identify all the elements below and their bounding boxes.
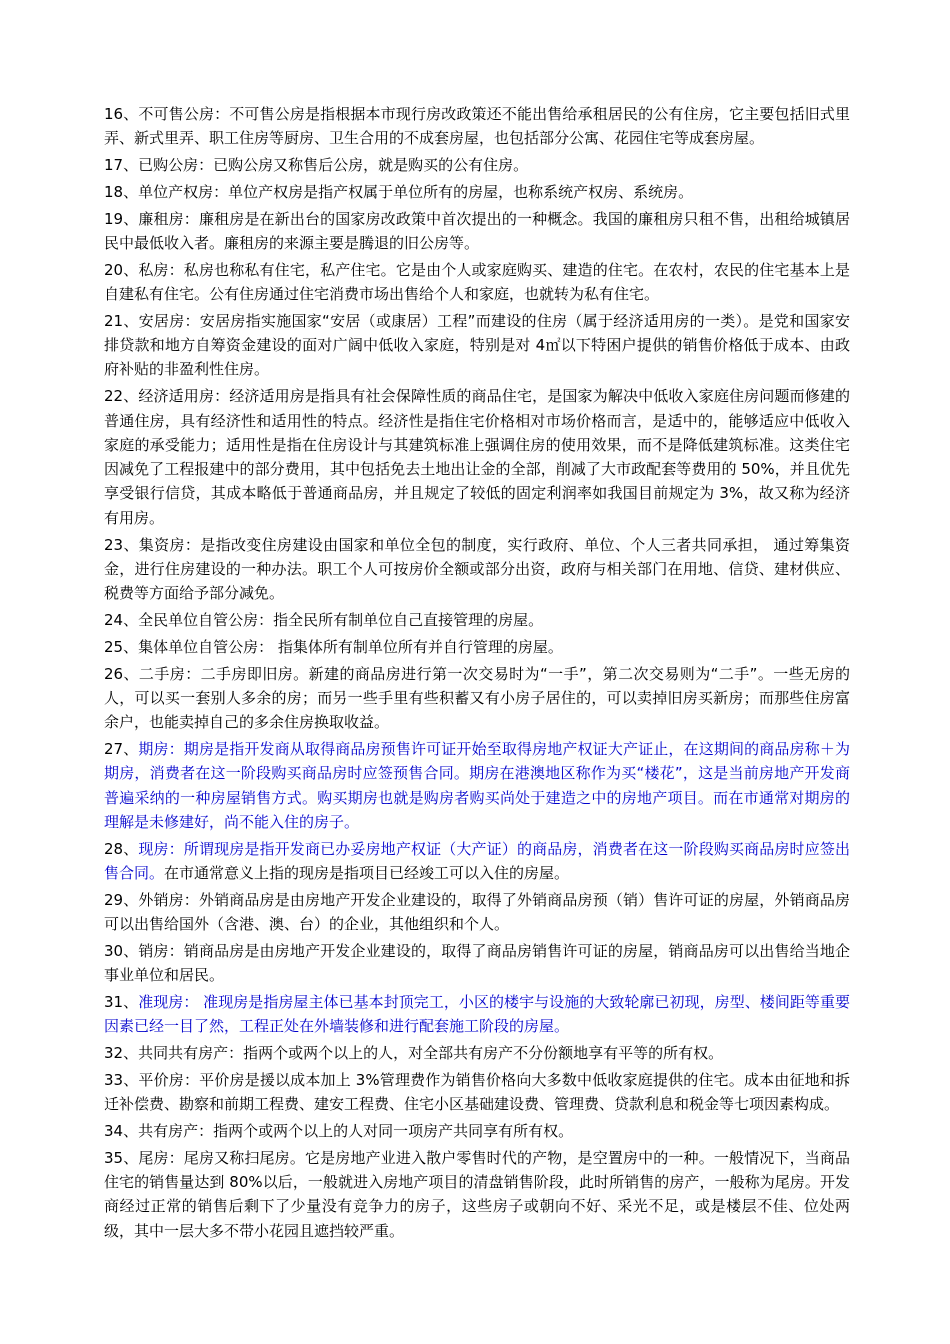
paragraph-text: 16、不可售公房：不可售公房是指根据本市现行房改政策还不能出售给承租居民的公有住房，它主要包括旧式里弄、新式里弄、职工住房等厨房、卫生合用的不成套房屋，也包括部分公寓、花园住宅等成套房屋。 (104, 105, 850, 148)
paragraph-text: 31、 (104, 992, 139, 1011)
paragraph-text: 26、二手房：二手房即旧房。新建的商品房进行第一次交易时为“一手”，第二次交易则为“二手”。一些无房的人，可以买一套别人多余的房；而另一些手里有些积蓄又有小房子居住的，可以卖掉旧房买新房；而那些住房富余户，也能卖掉自己的多余住房换取收益。 (104, 664, 850, 732)
paragraph-p32 (104, 1041, 850, 1065)
paragraph-text: 28、 (104, 839, 139, 858)
paragraph-text: 35、尾房：尾房又称扫尾房。它是房地产业进入散户零售时代的产物，是空置房中的一种。一般情况下，当商品住宅的销售量达到 80%以后，一般就进入房地产项目的清盘销售阶段，此时所销售的房产，一般称为尾房。开发商经过正常的销售后剩下了少量没有竞争力的房子，这些房子或朝向不好、采光不足，或是楼层不佳、位处两级，其中一层大多不带小花园且遮挡较严重。 (104, 1148, 850, 1240)
paragraph-text: 18、单位产权房：单位产权房是指产权属于单位所有的房屋，也称系统产权房、系统房。 (104, 182, 694, 201)
highlighted-text: 准现房： 准现房是指房屋主体已基本封顶完工，小区的楼宇与设施的大致轮廓已初现，房型、楼间距等重要因素已经一目了然，工程正处在外墙装修和进行配套施工阶段的房屋。 (104, 992, 850, 1036)
highlighted-text: 现房：所谓现房是指开发商已办妥房地产权证（大产证）的商品房，消费者在这一阶段购买商品房时应签出售合同。 (104, 839, 850, 882)
paragraph-p22 (104, 384, 850, 530)
paragraph-text: 23、集资房：是指改变住房建设由国家和单位全包的制度，实行政府、单位、个人三者共同承担， 通过筹集资金，进行住房建设的一种办法。职工个人可按房价全额或部分出资，政府与相关部门在用地、信贷、建材供应、税费等方面给予部分减免。 (104, 535, 850, 603)
paragraph-p21 (104, 309, 850, 382)
paragraph-text: 19、廉租房：廉租房是在新出台的国家房改政策中首次提出的一种概念。我国的廉租房只租不售，出租给城镇居民中最低收入者。廉租房的来源主要是腾退的旧公房等。 (104, 209, 850, 252)
paragraph-p31 (104, 990, 850, 1039)
paragraph-text: 24、全民单位自管公房：指全民所有制单位自己直接管理的房屋。 (104, 610, 544, 629)
paragraph-text: 30、销房：销商品房是由房地产开发企业建设的，取得了商品房销售许可证的房屋，销商品房可以出售给当地企事业单位和居民。 (104, 941, 850, 985)
paragraph-p26 (104, 662, 850, 735)
paragraph-text: 32、共同共有房产：指两个或两个以上的人，对全部共有房产不分份额地享有平等的所有权。 (104, 1043, 724, 1062)
paragraph-text: 17、已购公房：已购公房又称售后公房，就是购买的公有住房。 (104, 156, 529, 175)
paragraph-p35 (104, 1146, 850, 1243)
paragraph-text: 34、共有房产：指两个或两个以上的人对同一项房产共同享有所有权。 (104, 1121, 574, 1140)
paragraph-p34 (104, 1119, 850, 1143)
highlighted-text: 期房：期房是指开发商从取得商品房预售许可证开始至取得房地产权证大产证止，在这期间的商品房称＋为期房，消费者在这一阶段购买商品房时应签预售合同。期房在港澳地区称作为买“楼花”，这是当前房地产开发商普遍采纳的一种房屋销售方式。购买期房也就是购房者购买尚处于建造之中的房地产项目。而在市通常对期房的理解是未修建好，尚不能入住的房子。 (104, 739, 850, 831)
paragraph-p23 (104, 533, 850, 606)
paragraph-p25 (104, 635, 850, 659)
paragraph-p28 (104, 837, 850, 886)
paragraph-text: 25、集体单位自管公房： 指集体所有制单位所有并自行管理的房屋。 (104, 637, 563, 656)
paragraph-p29 (104, 888, 850, 937)
paragraph-text: 27、 (104, 739, 139, 758)
paragraph-p17 (104, 153, 850, 177)
paragraph-p33 (104, 1068, 850, 1117)
paragraph-p24 (104, 608, 850, 632)
document-body (104, 102, 850, 1245)
paragraph-text: 33、平价房：平价房是援以成本加上 3%管理费作为销售价格向大多数中低收家庭提供的住宅。成本由征地和拆迁补偿费、勘察和前期工程费、建安工程费、住宅小区基础建设费、管理费、贷款利息和税金等七项因素构成。 (104, 1070, 850, 1114)
paragraph-text: 22、经济适用房：经济适用房是指具有社会保障性质的商品住宅，是国家为解决中低收入家庭住房问题而修建的普通住房，具有经济性和适用性的特点。经济性是指住宅价格相对市场价格而言，是适中的，能够适应中低收入家庭的承受能力；适用性是指在住房设计与其建筑标准上强调住房的使用效果，而不是降低建筑标准。这类住宅因减免了工程报建中的部分费用，其中包括免去土地出让金的全部，削减了大市政配套等费用的 50%，并且优先享受银行信贷，其成本略低于普通商品房，并且规定了较低的固定利润率如我国目前规定为 3%，故又称为经济有用房。 (104, 387, 850, 527)
paragraph-p30 (104, 939, 850, 988)
paragraph-text: 29、外销房：外销商品房是由房地产开发企业建设的，取得了外销商品房预（销）售许可证的房屋，外销商品房可以出售给国外（含港、澳、台）的企业，其他组织和个人。 (104, 890, 850, 933)
paragraph-p27 (104, 737, 850, 834)
paragraph-text: 21、安居房：安居房指实施国家“安居（或康居）工程”而建设的住房（属于经济适用房的一类）。是党和国家安排贷款和地方自筹资金建设的面对广阔中低收入家庭，特别是对 4㎡以下特困户提供的销售价格低于成本、由政府补贴的非盈利性住房。 (104, 311, 850, 379)
paragraph-text: 20、私房：私房也称私有住宅，私产住宅。它是由个人或家庭购买、建造的住宅。在农村，农民的住宅基本上是自建私有住宅。公有住房通过住宅消费市场出售给个人和家庭，也就转为私有住宅。 (104, 260, 850, 304)
paragraph-p18 (104, 180, 850, 204)
paragraph-p19 (104, 207, 850, 256)
paragraph-p16 (104, 102, 850, 151)
paragraph-p20 (104, 258, 850, 307)
paragraph-text: 在市通常意义上指的现房是指项目已经竣工可以入住的房屋。 (164, 863, 570, 882)
